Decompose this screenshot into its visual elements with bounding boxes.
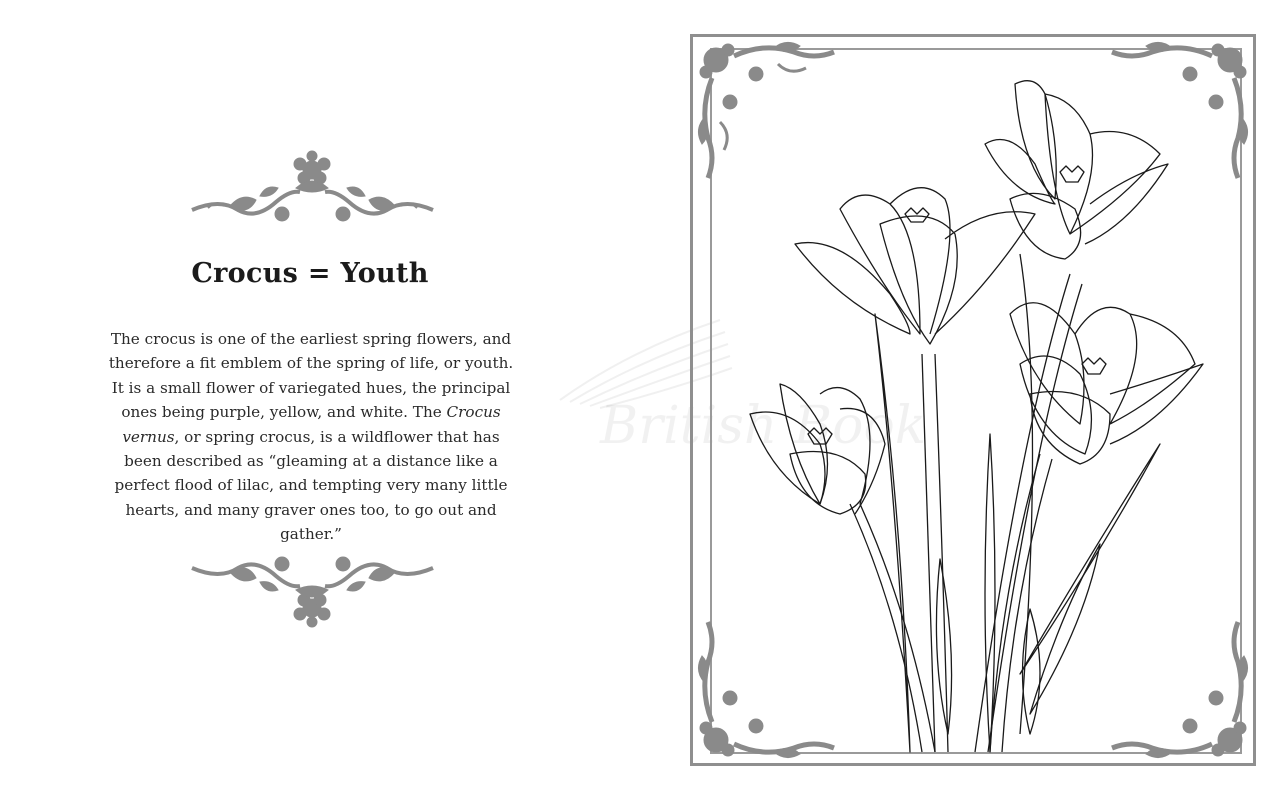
page-title: Crocus = Youth xyxy=(191,258,429,289)
floral-ornament-bottom-icon xyxy=(190,550,435,630)
paragraph-text-continued: , or spring crocus, is a wildflower that has been described as “gleaming at a distance like a perfect flood of lilac, and tempting very many little hearts, and many graver ones too, to go out and gather.” xyxy=(114,427,508,544)
watermark-text: British Book xyxy=(600,396,927,456)
coloring-page xyxy=(690,34,1256,766)
paragraph-italic-species: Crocus vernus xyxy=(122,403,501,446)
body-paragraph xyxy=(108,327,514,547)
left-page xyxy=(0,0,640,800)
floral-ornament-top-icon xyxy=(190,148,435,228)
paragraph-text: The crocus is one of the earliest spring flowers, and therefore a fit emblem of the spring of life, or youth. It is a small flower of variegated hues, the principal ones being purple, yellow, and white. The xyxy=(108,330,514,422)
crocus-illustration xyxy=(690,34,1256,766)
